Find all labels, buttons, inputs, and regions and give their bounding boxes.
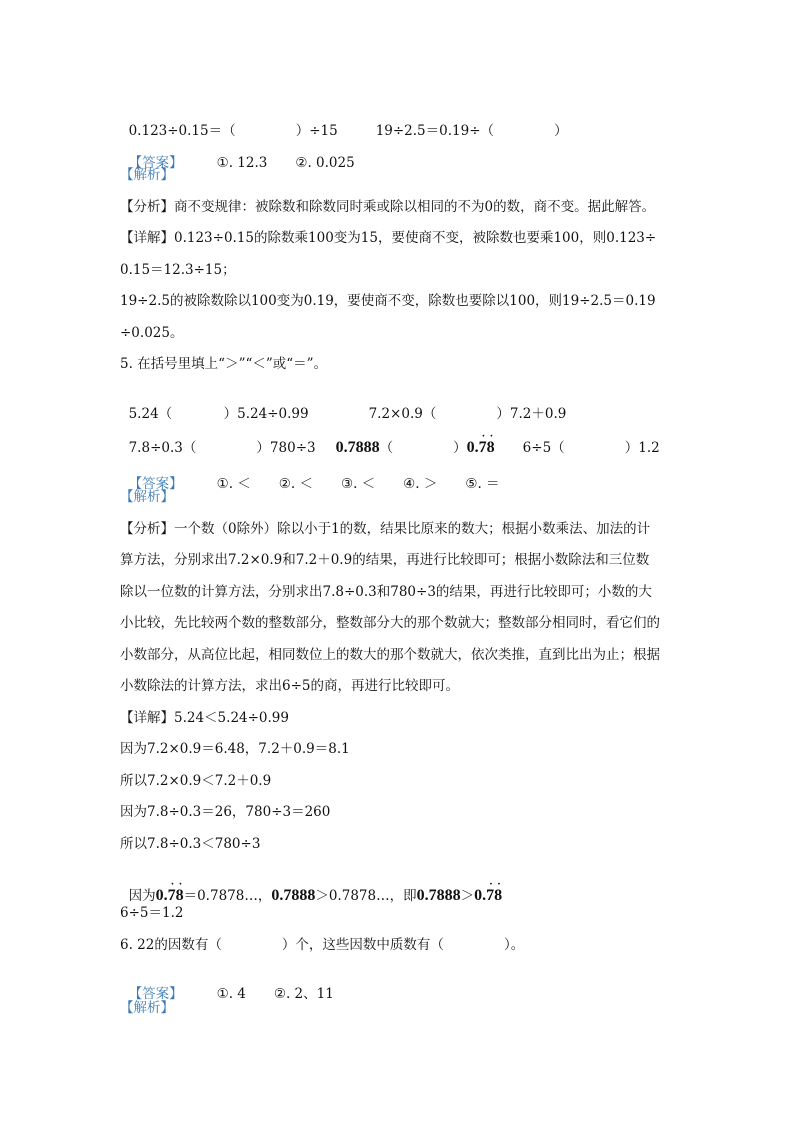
repeat-dot-icon: ·: [497, 878, 501, 890]
q4-expr-2: 19÷2.5＝0.19÷（ ）: [375, 123, 568, 139]
q5-answer-5: ⑤. ＝: [465, 476, 500, 492]
answer-tag: 【答案】: [128, 155, 183, 171]
repeat-dot-icon: ·: [170, 878, 175, 890]
q5-row1-expr-2: 7.2×0.9（ ）7.2＋0.9: [368, 406, 567, 422]
q6-answer-line: [120, 967, 334, 1003]
q5-last-line: 6÷5＝1.2: [120, 905, 184, 921]
q5-title: 5. 在括号里填上“＞”“＜”或“＝”。: [120, 356, 328, 372]
q4-fenxi: 【分析】商不变规律：被除数和除数同时乘或除以相同的不为0的数，商不变。据此解答。: [120, 199, 656, 215]
q4-xiangjie-1: 【详解】0.123÷0.15的除数乘100变为15，要使商不变，被除数也要乘100，则0.123÷: [120, 230, 657, 246]
repeat-dot-icon: ·: [178, 878, 183, 890]
q4-xiangjie-2: 0.15＝12.3÷15；: [120, 262, 236, 278]
repeating-decimal: 0.7 · 8 ·: [155, 878, 184, 904]
answer-tag: 【答案】: [128, 986, 183, 1002]
q5-row-2: [120, 421, 660, 457]
q5-row1-expr-1: 5.24（ ）5.24÷0.99: [128, 406, 309, 422]
q4-xiangjie-3: 19÷2.5的被除数除以100变为0.19，要使商不变，除数也要除以100，则19÷2.5＝0.19: [120, 293, 656, 309]
q5-answer-2: ②. ＜: [278, 476, 313, 492]
repeat-dot-icon: ·: [489, 878, 493, 890]
repeating-decimal: 0.7 · 8 ·: [474, 878, 503, 904]
repeating-decimal: 0.7 · 8 ·: [466, 430, 495, 456]
q5-because-line: 因为0.7 · 8 · ＝0.7878…，0.7888＞0.7878…，即0.7888＞0.7 · 8 ·: [128, 878, 503, 904]
q5-fenxi-5: 小数部分，从高位比起，相同数位上的数大的那个数就大，依次类推，直到比出为止；根据: [120, 647, 660, 663]
q5-fenxi-4: 小比较，先比较两个数的整数部分，整数部分大的那个数就大；整数部分相同时，看它们的: [120, 615, 660, 631]
q5-fenxi-2: 算方法，分别求出7.2×0.9和7.2＋0.9的结果，再进行比较即可；根据小数除法和三位数: [120, 552, 650, 568]
q5-answer-1: ①. ＜: [216, 476, 251, 492]
q5-xiangjie-1: 【详解】5.24＜5.24÷0.99: [120, 710, 289, 726]
q4-jiexi-tag: 【解析】: [120, 167, 174, 183]
q5-fenxi-1: 【分析】一个数（0除外）除以小于1的数，结果比原来的数大；根据小数乘法、加法的计: [120, 521, 651, 537]
q5-row2-number: 0.7888: [335, 439, 380, 456]
repeat-dot-icon: ·: [481, 430, 486, 442]
q5-row-1: [120, 387, 566, 423]
q5-row2-paren: （ ）: [379, 440, 467, 456]
repeat-dot-icon: ·: [489, 430, 494, 442]
q6-answer-2: ②. 2、11: [273, 986, 334, 1002]
q5-fenxi-3: 除以一位数的计算方法，分别求出7.8÷0.3和780÷3的结果，再进行比较即可；小数的大: [120, 584, 652, 600]
q5-jiexi-tag: 【解析】: [120, 489, 174, 505]
q6-answer-1: ①. 4: [216, 986, 246, 1002]
q4-xiangjie-4: ÷0.025。: [120, 325, 184, 341]
answer-tag: 【答案】: [128, 476, 183, 492]
q5-fenxi-6: 小数除法的计算方法，求出6÷5的商，再进行比较即可。: [120, 678, 459, 694]
q4-expr-1: 0.123÷0.15＝（ ）÷15: [128, 123, 338, 139]
q4-question-line: [120, 104, 568, 140]
q5-answer-3: ③. ＜: [340, 476, 376, 492]
q6-jiexi-tag: 【解析】: [120, 1000, 174, 1016]
q4-answer-2: ②. 0.025: [295, 155, 355, 171]
q5-row2-expr-3: 6÷5（ ）1.2: [522, 440, 660, 456]
q5-xiangjie-5: 所以7.8÷0.3＜780÷3: [120, 836, 261, 852]
q4-answer-1: ①. 12.3: [216, 155, 268, 171]
q6-title: 6. 22的因数有（ ）个，这些因数中质数有（ ）。: [120, 937, 525, 953]
q5-answer-line: [120, 457, 500, 493]
q5-xiangjie-4: 因为7.8÷0.3＝26，780÷3＝260: [120, 804, 331, 820]
q5-row2-expr-1: 7.8÷0.3（ ）780÷3: [128, 440, 316, 456]
q5-xiangjie-3: 所以7.2×0.9＜7.2＋0.9: [120, 773, 272, 789]
q5-answer-4: ④. ＞: [403, 476, 438, 492]
q5-xiangjie-2: 因为7.2×0.9＝6.48，7.2＋0.9＝8.1: [120, 741, 350, 757]
